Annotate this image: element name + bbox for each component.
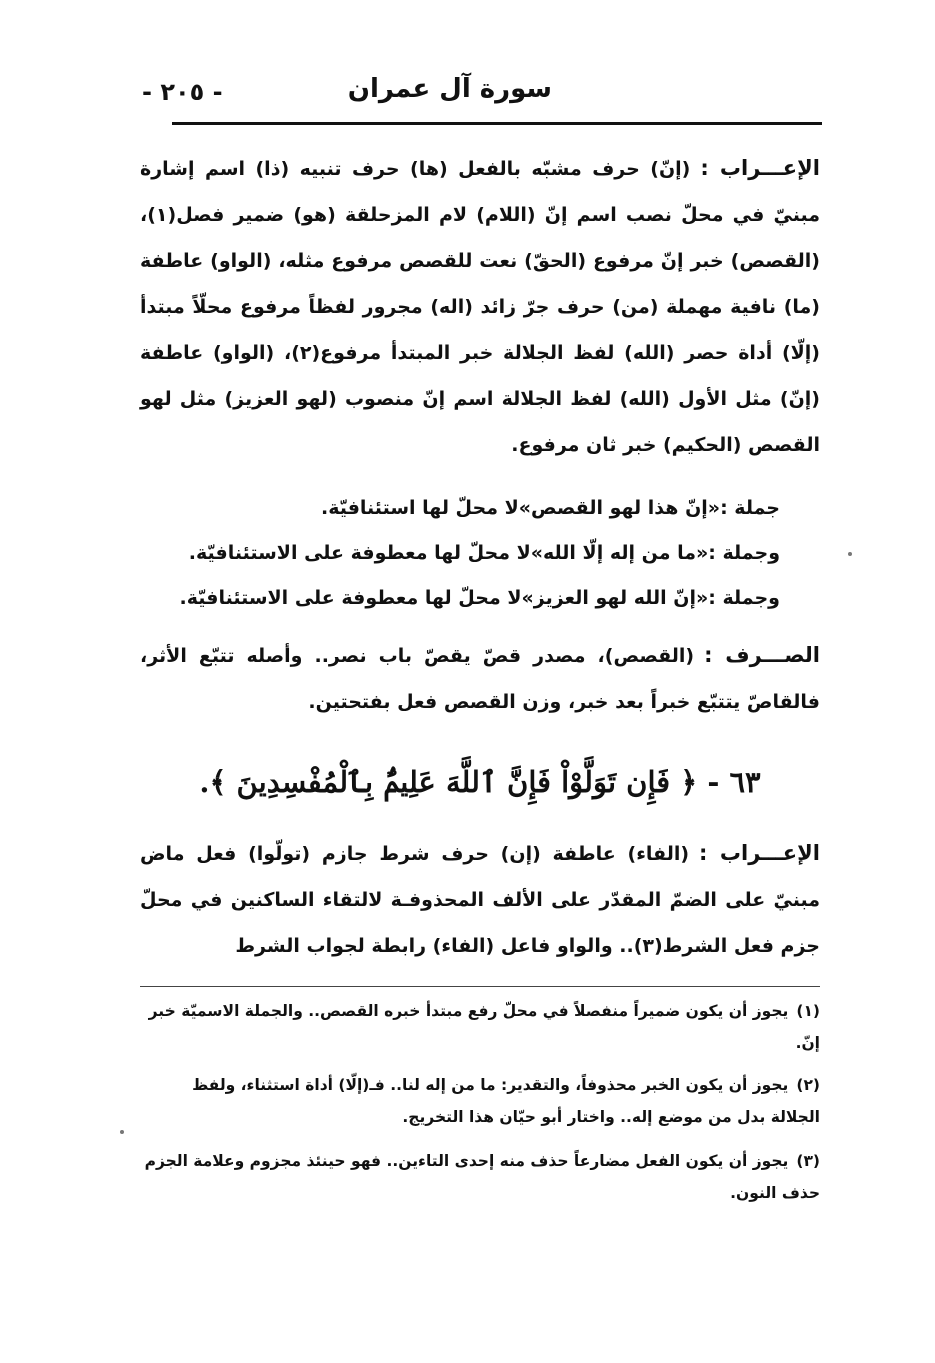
sentence-line-2: وجملة :«ما من إله إلّا الله»لا محلّ لها معطوفة على الاستئنافيّة. <box>188 542 780 564</box>
page-header <box>140 70 820 116</box>
footnote-3 <box>140 1145 820 1209</box>
irab-heading: الإعـــراب : <box>699 841 820 865</box>
margin-speck <box>848 552 852 556</box>
sarf-heading: الصـــرف : <box>704 643 820 667</box>
irab-text: (إنّ) حرف مشبّه بالفعل (ها) حرف تنبيه (ذا) اسم إشارة مبنيّ في محلّ نصب اسم إنّ (اللام) لام المزحلقة (هو) ضمير فصل(١)، (القصص) خبر إنّ مرفوع (الحقّ) نعت للقصص مرفوع مثله، (الواو) عاطفة (ما) نافية مهملة (من) حرف جرّ زائد (اله) مجرور لفظاً مرفوع محلّاً مبتدأ (إلّا) أداة حصر (الله) لفظ الجلالة خبر المبتدأ مرفوع(٢)، (الواو) عاطفة (إنّ) مثل الأول (الله) لفظ الجلالة اسم إنّ منصوب (لهو العزيز) مثل لهو القصص (الحكيم) خبر ثان مرفوع. <box>140 158 820 456</box>
footnote-separator <box>140 986 820 987</box>
surah-title: سورة آل عمران <box>347 74 552 104</box>
footnote-2 <box>140 1069 820 1133</box>
sentence-line-3: وجملة :«إنّ الله لهو العزيز»لا محلّ لها معطوفة على الاستئنافيّة. <box>179 587 780 609</box>
sarf-text: (القصص)، مصدر قصّ يقصّ باب نصر.. وأصله تتبّع الأثر، فالقاصّ يتتبّع خبراً بعد خبر، وزن القصص فعل بفتحتين. <box>140 645 820 713</box>
footnote-1 <box>140 995 820 1059</box>
header-rule <box>172 122 822 125</box>
irab-section-2 <box>140 830 820 969</box>
footnote-text: يجوز أن يكون الخبر محذوفاً، والتقدير: ما من إله لنا.. فـ(إلّا) أداة استثناء، ولفظ الجلالة بدل من موضع إله.. واختار أبو حيّان هذا التخريج. <box>192 1076 820 1126</box>
margin-speck <box>120 1130 124 1134</box>
quran-verse: ٦٣ - ﴿ فَإِن تَوَلَّوْاْ فَإِنَّ ٱللَّهَ عَلِيمٌۢ بِٱلْمُفْسِدِينَ ﴾. <box>199 765 761 799</box>
footnote-number: (٣) <box>796 1152 820 1170</box>
footnote-number: (١) <box>796 1002 820 1020</box>
footnote-text: يجوز أن يكون ضميراً منفصلاً في محلّ رفع مبتدأ خبره القصص.. والجملة الاسميّة خبر إنّ. <box>148 1002 820 1052</box>
page-number: - ٢٠٥ - <box>142 78 223 106</box>
footnote-text: يجوز أن يكون الفعل مضارعاً حذف منه إحدى التاءين.. فهو حينئذ مجزوم وعلامة الجزم حذف النون. <box>144 1152 820 1202</box>
irab-text: (الفاء) عاطفة (إن) حرف شرط جازم (تولّوا) فعل ماض مبنيّ على الضمّ المقدّر على الألف المحذوفـة لالتقاء الساكنين في محلّ جزم فعل الشرط(٣).. والواو فاعل (الفاء) رابطة لجواب الشرط <box>140 843 820 957</box>
irab-section-1 <box>140 145 820 468</box>
sarf-section <box>140 632 820 725</box>
irab-heading: الإعـــراب : <box>700 156 820 180</box>
sentence-line-1: جملة :«إنّ هذا لهو القصص»لا محلّ لها استئنافيّة. <box>320 497 780 519</box>
footnote-number: (٢) <box>796 1076 820 1094</box>
